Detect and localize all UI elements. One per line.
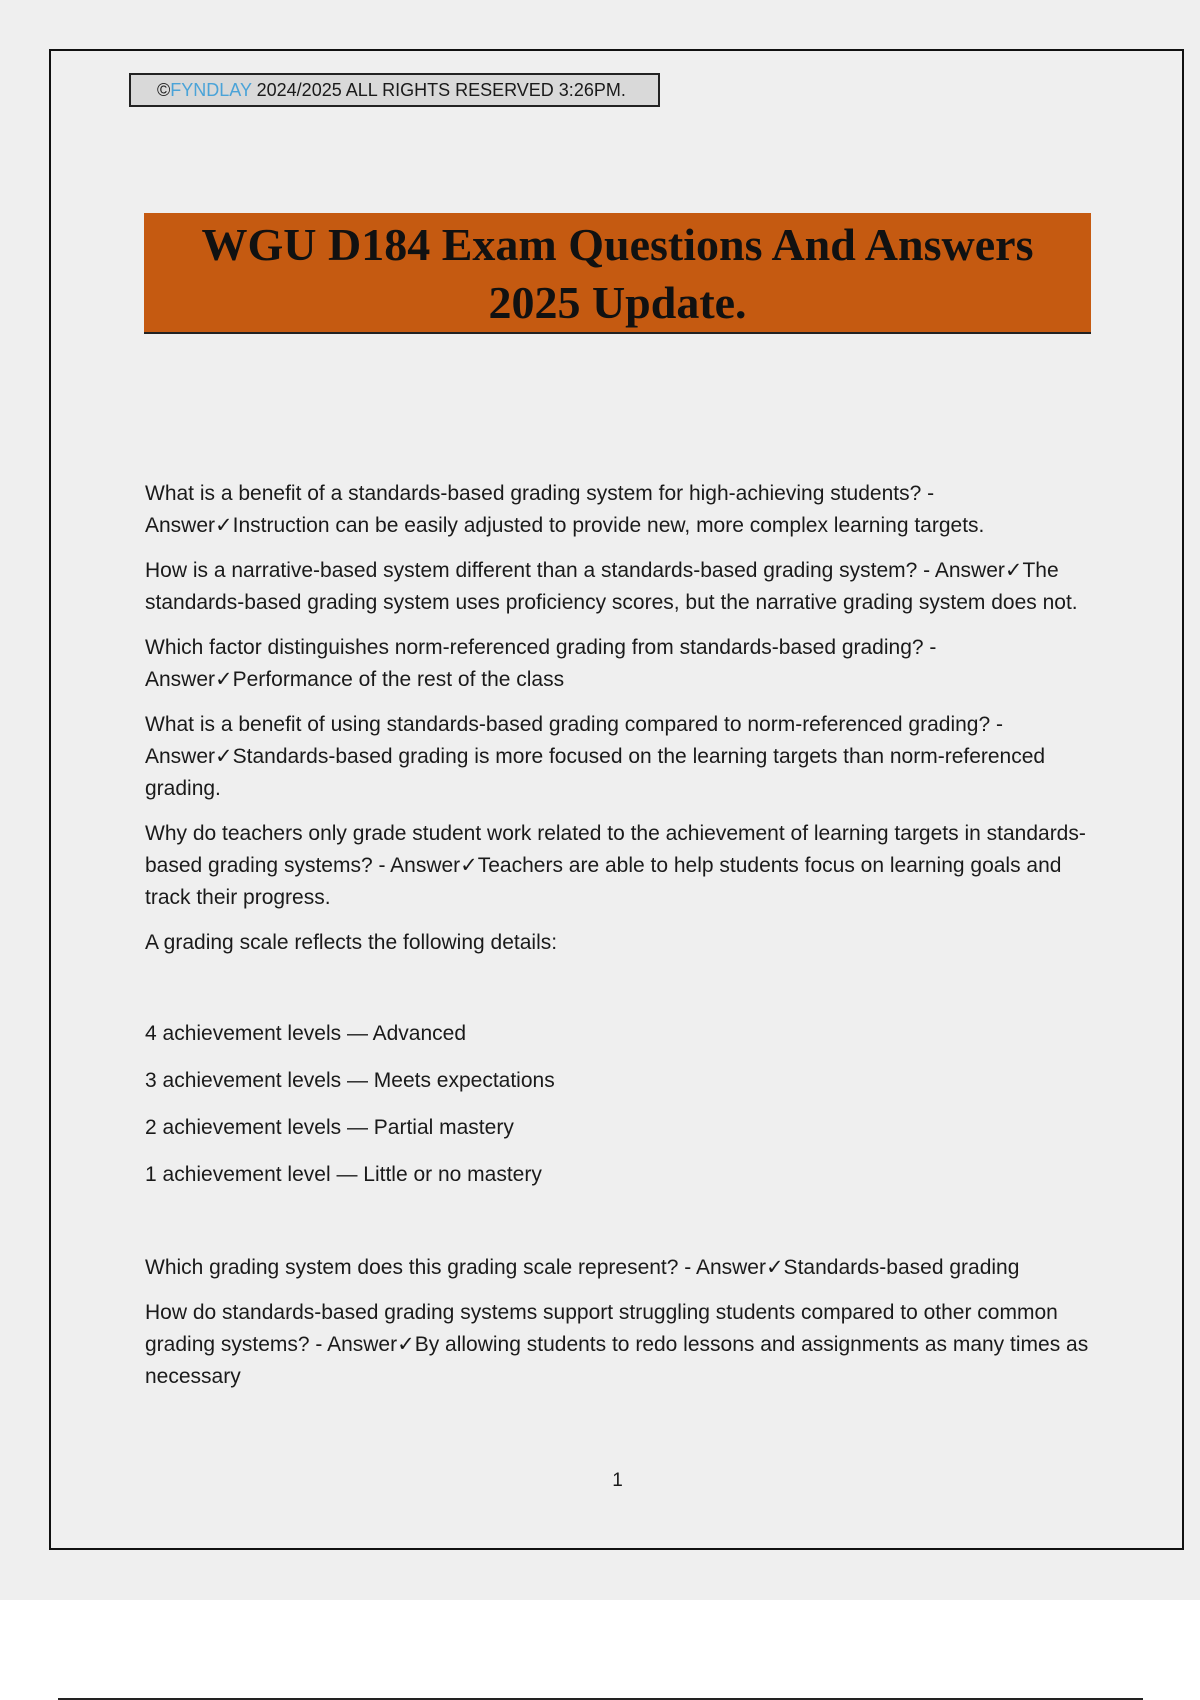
qa-item: How is a narrative-based system different than a standards-based grading system? - Answer✓The standards-based grading system uses proficiency scores, but the narrative grading system does not. (145, 559, 1078, 614)
scale-level: 1 achievement level — Little or no mastery (145, 1163, 542, 1186)
qa-item: Which factor distinguishes norm-referenced grading from standards-based grading? - Answer✓Performance of the rest of the class (145, 636, 937, 691)
scale-level: 4 achievement levels — Advanced (145, 1022, 467, 1045)
title-line-1: WGU D184 Exam Questions And Answers (201, 219, 1034, 270)
qa-item: What is a benefit of using standards-based grading compared to norm-referenced grading? - Answer✓Standards-based grading is more focused on the learning targets than norm-referenced grading. (145, 713, 1046, 800)
scale-level: 3 achievement levels — Meets expectations (145, 1069, 555, 1092)
qa-item: Why do teachers only grade student work related to the achievement of learning targets in standards-based grading systems? - Answer✓Teachers are able to help students focus on learning goals and track their progress. (145, 822, 1086, 909)
grading-scale-intro: A grading scale reflects the following details: (145, 931, 558, 954)
qa-item: Which grading system does this grading scale represent? - Answer✓Standards-based grading (145, 1256, 1020, 1279)
document-body (145, 478, 1095, 1406)
document-title (144, 213, 1091, 334)
copyright-symbol: © (157, 80, 171, 100)
title-line-2: 2025 Update. (488, 277, 747, 328)
qa-item: What is a benefit of a standards-based grading system for high-achieving students? - Answer✓Instruction can be easily adjusted to provide new, more complex learning targets. (145, 482, 985, 537)
page-number: 1 (612, 1470, 623, 1491)
brand-name: FYNDLAY (170, 80, 252, 100)
copyright-text: 2024/2025 ALL RIGHTS RESERVED 3:26PM. (251, 80, 626, 100)
qa-item: How do standards-based grading systems support struggling students compared to other common grading systems? - Answer✓By allowing students to redo lessons and assignments as many times as necessary (145, 1301, 1089, 1388)
scale-level: 2 achievement levels — Partial mastery (145, 1116, 514, 1139)
copyright-header (129, 73, 660, 107)
